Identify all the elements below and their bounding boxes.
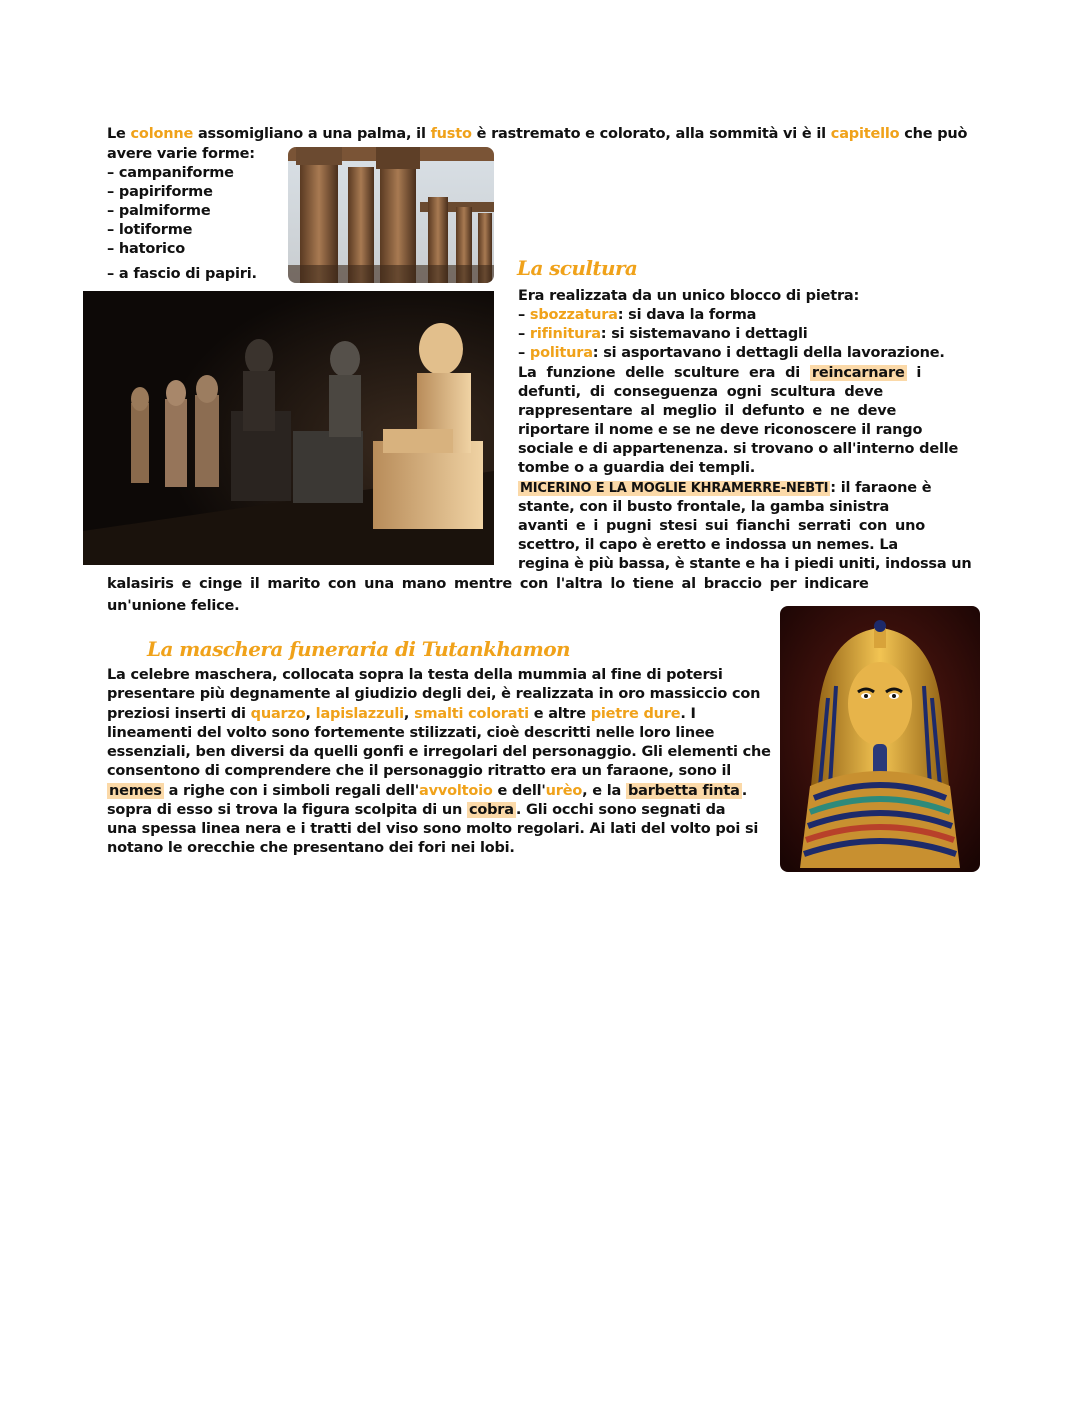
scultura-function bbox=[518, 364, 921, 383]
maschera-line: lineamenti del volto sono fortemente stilizzati, cioè descritti nelle loro linee bbox=[107, 725, 715, 741]
term-politura: politura bbox=[529, 345, 593, 361]
text: , bbox=[305, 706, 316, 722]
term-colonne: colonne bbox=[130, 126, 194, 142]
text: che può bbox=[899, 126, 968, 142]
term-pietre: pietre dure bbox=[590, 706, 681, 722]
text: : si dava la forma bbox=[617, 307, 757, 323]
scultura-line: rappresentare al meglio il defunto e ne deve bbox=[518, 403, 897, 419]
term-fusto: fusto bbox=[430, 126, 472, 142]
text: . I bbox=[680, 706, 696, 722]
term-micerino: MICERINO E LA MOGLIE KHRAMERRE-NEBTI bbox=[520, 481, 829, 496]
micerino-line: stante, con il busto frontale, la gamba sinistra bbox=[518, 499, 890, 515]
micerino-line: avanti e i pugni stesi sui fianchi serrati con uno bbox=[518, 518, 925, 534]
micerino-line: scettro, il capo è eretto e indossa un nemes. La bbox=[518, 537, 898, 553]
text: La funzione delle sculture era di bbox=[518, 365, 810, 381]
text: e altre bbox=[528, 706, 591, 722]
maschera-line bbox=[107, 801, 725, 820]
term-capitello: capitello bbox=[830, 126, 900, 142]
term-quarzo: quarzo bbox=[250, 706, 306, 722]
maschera-line: notano le orecchie che presentano dei fori nei lobi. bbox=[107, 840, 515, 856]
columns-line-2: avere varie forme: bbox=[107, 146, 255, 162]
maschera-line: presentare più degnamente al giudizio degli dei, è realizzata in oro massiccio con bbox=[107, 686, 761, 702]
text: : si asportavano i dettagli della lavorazione. bbox=[592, 345, 945, 361]
term-ureo: urèo bbox=[545, 783, 583, 799]
term-smalti: smalti colorati bbox=[414, 706, 529, 722]
scultura-line: sociale e di appartenenza. si trovano o all'interno delle bbox=[518, 441, 959, 457]
form-item: – campaniforme bbox=[107, 165, 234, 181]
text: a righe con i simboli regali dell' bbox=[163, 783, 420, 799]
columns-line-1 bbox=[107, 125, 967, 144]
text: è rastremato e colorato, alla sommità vi è il bbox=[471, 126, 831, 142]
term-lapislazzuli: lapislazzuli bbox=[315, 706, 404, 722]
form-item: – lotiforme bbox=[107, 222, 193, 238]
maschera-line: essenziali, ben diversi da quelli gonfi e irregolari del personaggio. Gli elementi che bbox=[107, 744, 771, 760]
micerino-line: un'unione felice. bbox=[107, 598, 240, 614]
micerino-line: regina è più bassa, è stante e ha i piedi uniti, indossa un bbox=[518, 556, 972, 572]
text: assomigliano a una palma, il bbox=[193, 126, 431, 142]
statues-photo bbox=[83, 291, 494, 565]
micerino-line: kalasiris e cinge il marito con una mano mentre con l'altra lo tiene al braccio per indicare bbox=[107, 576, 869, 592]
text: , e la bbox=[582, 783, 626, 799]
text: e dell' bbox=[492, 783, 546, 799]
maschera-line: consentono di comprendere che il personaggio ritratto era un faraone, sono il bbox=[107, 763, 732, 779]
form-item: – hatorico bbox=[107, 241, 185, 257]
term-rifinitura: rifinitura bbox=[529, 326, 601, 342]
term-cobra: cobra bbox=[468, 802, 514, 818]
form-item: – palmiforme bbox=[107, 203, 211, 219]
tutankhamon-mask-photo bbox=[780, 606, 980, 872]
text: i bbox=[906, 365, 922, 381]
maschera-line: La celebre maschera, collocata sopra la testa della mummia al fine di potersi bbox=[107, 667, 723, 683]
term-reincarnare: reincarnare bbox=[811, 365, 905, 381]
form-item: – papiriforme bbox=[107, 184, 213, 200]
step-item: – sbozzatura: si dava la forma bbox=[518, 307, 757, 323]
text: . bbox=[741, 783, 748, 799]
text: : il faraone è bbox=[830, 480, 932, 496]
temple-columns-photo bbox=[288, 147, 494, 283]
scultura-line: tombe o a guardia dei templi. bbox=[518, 460, 756, 476]
maschera-line bbox=[107, 782, 747, 801]
step-item: – politura: si asportavano i dettagli della lavorazione. bbox=[518, 345, 945, 361]
term-sbozzatura: sbozzatura bbox=[529, 307, 618, 323]
micerino-line bbox=[518, 479, 931, 498]
form-item: – a fascio di papiri. bbox=[107, 266, 257, 282]
text: . Gli occhi sono segnati da bbox=[515, 802, 726, 818]
maschera-heading: La maschera funeraria di Tutankhamon bbox=[147, 637, 570, 661]
text: preziosi inserti di bbox=[107, 706, 251, 722]
term-barbetta: barbetta finta bbox=[627, 783, 740, 799]
step-item: – rifinitura: si sistemavano i dettagli bbox=[518, 326, 808, 342]
scultura-line: riportare il nome e se ne deve riconoscere il rango bbox=[518, 422, 923, 438]
term-nemes: nemes bbox=[109, 783, 162, 799]
term-avvoltoio: avvoltoio bbox=[419, 783, 493, 799]
text: Le bbox=[107, 126, 131, 142]
scultura-intro: Era realizzata da un unico blocco di pietra: bbox=[518, 288, 860, 304]
text: sopra di esso si trova la figura scolpita di un bbox=[107, 802, 467, 818]
text: : si sistemavano i dettagli bbox=[600, 326, 808, 342]
scultura-line: defunti, di conseguenza ogni scultura deve bbox=[518, 384, 884, 400]
scultura-heading: La scultura bbox=[517, 256, 638, 280]
maschera-line bbox=[107, 705, 696, 724]
text: , bbox=[403, 706, 415, 722]
maschera-line: una spessa linea nera e i tratti del viso sono molto regolari. Ai lati del volto poi si bbox=[107, 821, 759, 837]
